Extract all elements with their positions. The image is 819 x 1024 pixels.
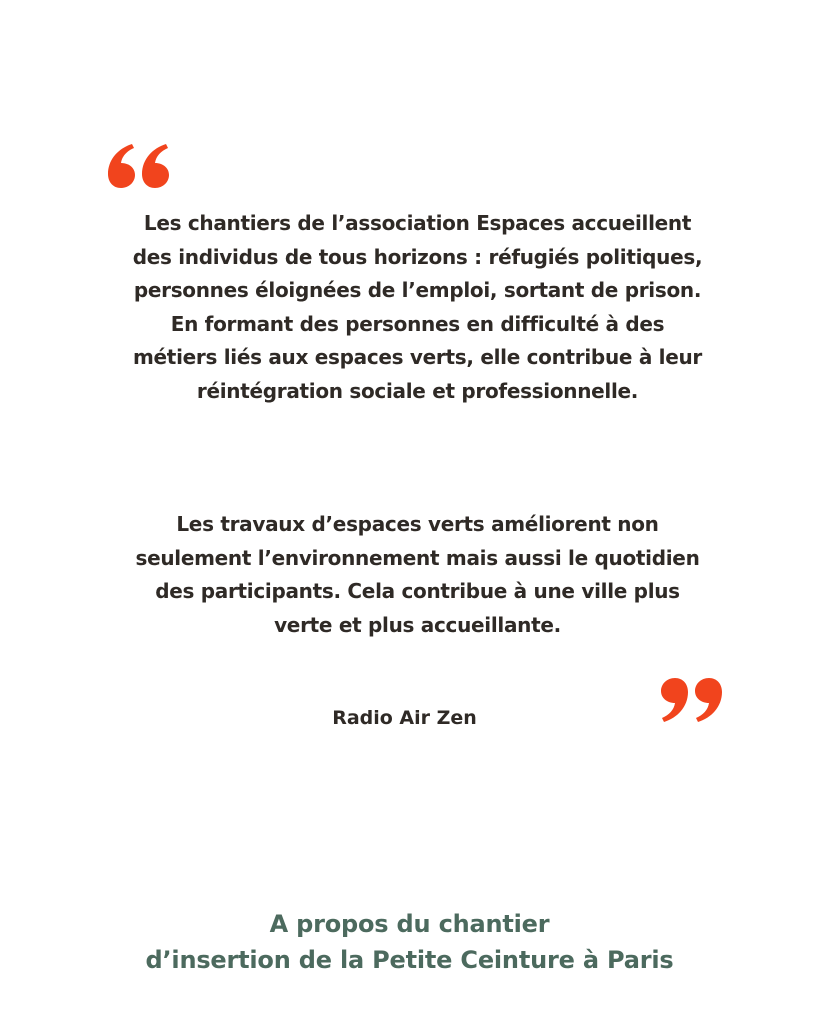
quote-paragraph-2: Les travaux d’espaces verts améliorent non seulement l’environnement mais aussi le quotidien des participants. Cela contribue à une ville plus verte et plus accueillante. xyxy=(135,512,700,637)
quote-paragraph-1: Les chantiers de l’association Espaces accueillent des individus de tous horizons : réfugiés politiques, personnes éloignées de l’emploi, sortant de prison. En formant des personnes en difficulté à des métiers liés aux espaces verts, elle contribue à leur réintégration sociale et professionnelle. xyxy=(132,211,703,403)
open-quote-icon xyxy=(108,142,170,188)
footer-title-line-1: A propos du chantier xyxy=(269,910,550,938)
footer-title xyxy=(0,906,819,978)
quote-attribution: Radio Air Zen xyxy=(332,707,477,729)
footer-title-line-2: d’insertion de la Petite Ceinture à Paris xyxy=(145,946,674,974)
